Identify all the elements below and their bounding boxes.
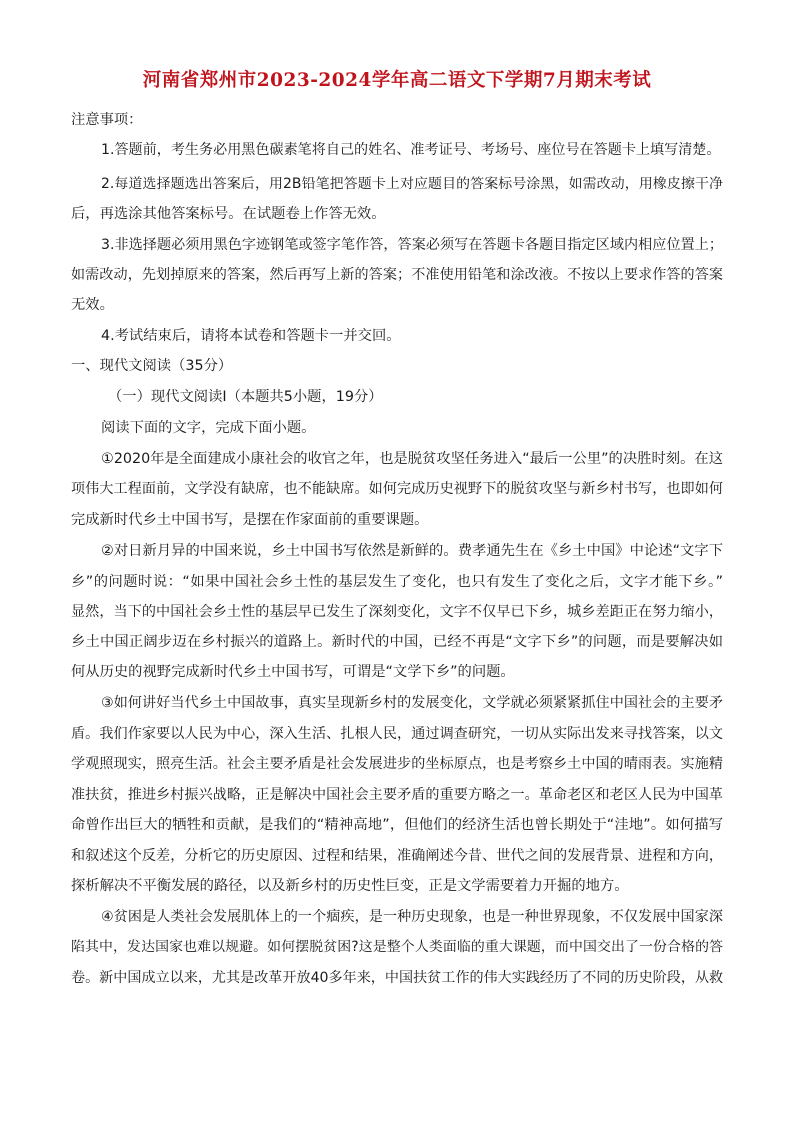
paragraph-line: 探析解决不平衡发展的路径，以及新乡村的历史性巨变，正是文学需要着力开掘的地方。 — [71, 878, 629, 894]
notice-item-line: 如需改动，先划掉原来的答案，然后再写上新的答案；不准使用铅笔和涂改液。不按以上要求作答的答案 — [71, 267, 723, 283]
notice-heading: 注意事项： — [71, 112, 143, 128]
notice-item-line: 3.非选择题必须用黑色字迹钢笔或签字笔作答，答案必须写在答题卡各题目指定区域内相应位置上； — [101, 237, 723, 253]
paragraph-line: 学观照现实，照亮生活。社会主要矛盾是社会发展进步的坐标原点，也是考察乡土中国的晴雨表。实施精 — [71, 756, 723, 772]
paragraph-line: 命曾作出巨大的牺牲和贡献，是我们的“精神高地”，但他们的经济生活也曾长期处于“洼地”。如何描写 — [71, 817, 723, 833]
notice-item-line: 4.考试结束后，请将本试卷和答题卡一并交回。 — [101, 328, 401, 344]
paragraph-line: 乡”的问题时说：“如果中国社会乡土性的基层发生了变化，也只有发生了变化之后，文字才能下乡。” — [71, 574, 723, 590]
paragraph-line: 乡土中国正阔步迈在乡村振兴的道路上。新时代的中国，已经不再是“文字下乡”的问题，而是要解决如 — [71, 634, 723, 650]
notice-item-line: 2.每道选择题选出答案后，用2B铅笔把答题卡上对应题目的答案标号涂黑，如需改动，用橡皮擦干净 — [101, 176, 723, 192]
paragraph-line: ②对日新月异的中国来说，乡土中国书写依然是新鲜的。费孝通先生在《乡土中国》中论述“文字下 — [101, 543, 723, 559]
paragraph-line: 准扶贫，推进乡村振兴战略，正是解决中国社会主要矛盾的重要方略之一。革命老区和老区人民为中国革 — [71, 787, 723, 803]
notice-item-line: 后，再选涂其他答案标号。在试题卷上作答无效。 — [71, 206, 386, 222]
subsection-heading: （一）现代文阅读Ⅰ（本题共5小题，19分） — [108, 389, 383, 405]
paragraph-line: 和叙述这个反差，分析它的历史原因、过程和结果，准确阐述今昔、世代之间的发展背景、进程和方向， — [71, 848, 723, 864]
paragraph-line: 完成新时代乡土中国书写，是摆在作家面前的重要课题。 — [71, 512, 429, 528]
notice-item-line: 无效。 — [71, 297, 114, 313]
paragraph-line: ④贫困是人类社会发展肌体上的一个痼疾，是一种历史现象，也是一种世界现象，不仅发展中国家深 — [101, 909, 723, 925]
paragraph-line: 陷其中，发达国家也难以规避。如何摆脱贫困?这是整个人类面临的重大课题，而中国交出了一份合格的答 — [71, 939, 723, 955]
paragraph-line: ①2020年是全面建成小康社会的收官之年，也是脱贫攻坚任务进入“最后一公里”的决胜时刻。在这 — [101, 451, 723, 467]
paragraph-line: ③如何讲好当代乡土中国故事，真实呈现新乡村的发展变化，文学就必须紧紧抓住中国社会的主要矛 — [101, 695, 723, 711]
notice-item-line: 1.答题前，考生务必用黑色碳素笔将自己的姓名、准考证号、考场号、座位号在答题卡上填写清楚。 — [101, 142, 721, 158]
exam-title: 河南省郑州市2023-2024学年高二语文下学期7月期末考试 — [142, 70, 652, 91]
paragraph-line: 盾。我们作家要以人民为中心，深入生活、扎根人民，通过调查研究，一切从实际出发来寻找答案，以文 — [71, 726, 723, 742]
paragraph-line: 卷。新中国成立以来，尤其是改革开放40多年来，中国扶贫工作的伟大实践经历了不同的历史阶段，从救 — [71, 970, 724, 986]
paragraph-line: 显然，当下的中国社会乡土性的基层早已发生了深刻变化，文字不仅早已下乡，城乡差距正在努力缩小， — [71, 604, 723, 620]
paragraph-line: 何从历史的视野完成新时代乡土中国书写，可谓是“文学下乡”的问题。 — [71, 664, 515, 680]
section-heading: 一、现代文阅读（35分） — [71, 358, 233, 374]
paragraph-line: 项伟大工程面前，文学没有缺席，也不能缺席。如何完成历史视野下的脱贫攻坚与新乡村书写，也即如何 — [71, 481, 723, 497]
reading-instruction: 阅读下面的文字，完成下面小题。 — [101, 420, 316, 436]
